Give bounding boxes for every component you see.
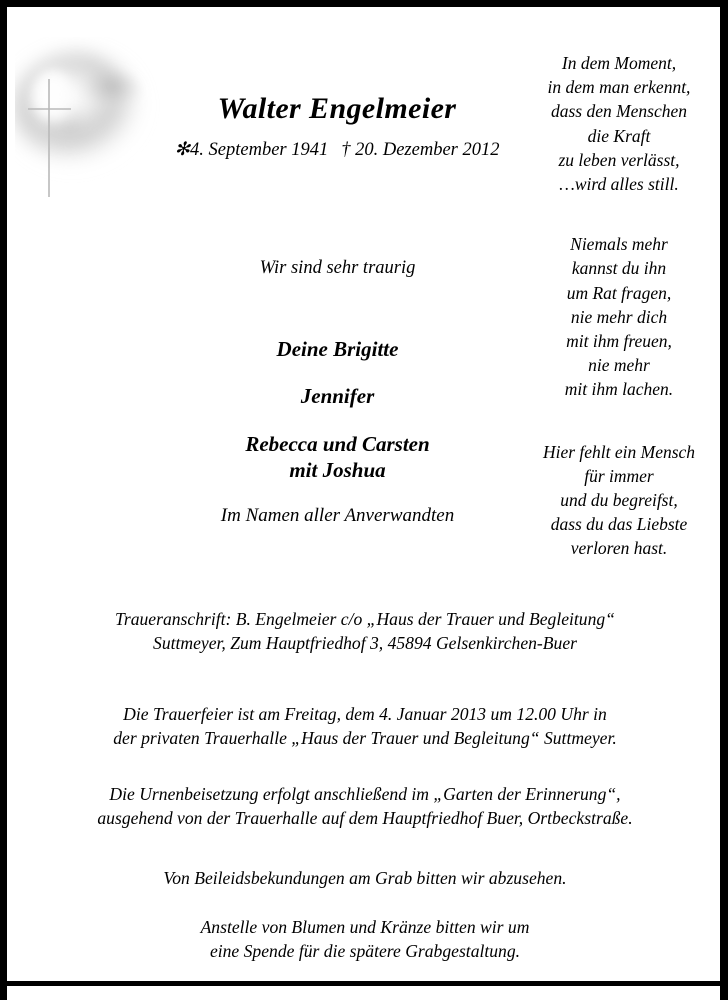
deceased-name: Walter Engelmeier	[217, 92, 457, 125]
survivor-names	[135, 336, 540, 483]
donation-request	[19, 915, 711, 963]
birth-date: 4. September 1941	[190, 140, 329, 160]
ceremony-line: der privaten Trauerhalle „Haus der Trauer und Begleitung“ Suttmeyer.	[113, 728, 617, 748]
urn-line: ausgehend von der Trauerhalle auf dem Hauptfriedhof Buer, Ortbeckstraße.	[97, 808, 633, 828]
verse-one	[519, 51, 719, 196]
death-date: 20. Dezember 2012	[355, 140, 500, 160]
donation-line: eine Spende für die spätere Grabgestaltung.	[209, 941, 521, 961]
ceremony-line: Die Trauerfeier ist am Freitag, dem 4. Januar 2013 um 12.00 Uhr in	[123, 704, 607, 724]
death-symbol-icon: †	[341, 140, 351, 160]
verse-line: mit ihm lachen.	[564, 379, 674, 400]
funeral-ceremony-details	[19, 702, 711, 750]
graveside-condolences-request	[19, 866, 711, 890]
verse-line: Hier fehlt ein Mensch	[542, 441, 696, 462]
verse-line: nie mehr dich	[570, 306, 668, 327]
bottom-frame-rule	[7, 981, 720, 986]
verse-line: dass den Menschen	[550, 101, 688, 122]
on-behalf-of-relatives: Im Namen aller Anverwandten	[220, 505, 455, 527]
urn-line: Die Urnenbeisetzung erfolgt anschließend im „Garten der Erinnerung“,	[109, 784, 621, 804]
notice-inner	[7, 7, 720, 1000]
verse-column	[519, 51, 719, 561]
grave-line: Von Beileidsbekundungen am Grab bitten wir abzusehen.	[163, 868, 567, 888]
address-line: Traueranschrift: B. Engelmeier c/o „Haus der Trauer und Begleitung“	[115, 609, 615, 629]
survivor-name: Rebecca und Carsten	[245, 431, 430, 456]
verse-line: zu leben verlässt,	[558, 149, 680, 170]
verse-line: die Kraft	[587, 125, 651, 146]
verse-line: und du begreifst,	[560, 490, 678, 511]
urn-burial-details	[19, 782, 711, 830]
survivor-name: mit Joshua	[289, 457, 386, 482]
address-line: Suttmeyer, Zum Hauptfriedhof 3, 45894 Gelsenkirchen-Buer	[153, 633, 577, 653]
verse-two	[519, 232, 719, 401]
verse-line: nie mehr	[588, 355, 650, 376]
verse-line: …wird alles still.	[559, 174, 679, 195]
verse-line: Niemals mehr	[570, 234, 668, 255]
mourning-address	[19, 607, 711, 655]
verse-line: verloren hast.	[570, 538, 668, 559]
deceased-name-block	[157, 92, 517, 161]
verse-line: dass du das Liebste	[550, 514, 688, 535]
survivor-name: Deine Brigitte	[276, 337, 399, 362]
mourning-intro: Wir sind sehr traurig	[259, 258, 416, 278]
verse-line: für immer	[584, 465, 654, 486]
verse-line: In dem Moment,	[561, 53, 677, 73]
family-block	[135, 257, 540, 528]
survivor-name: Jennifer	[300, 384, 375, 409]
verse-line: um Rat fragen,	[566, 282, 672, 303]
birth-symbol-icon: ✻	[174, 140, 191, 160]
donation-line: Anstelle von Blumen und Kränze bitten wir um	[200, 917, 530, 937]
verse-line: kannst du ihn	[571, 258, 667, 279]
verse-line: mit ihm freuen,	[566, 331, 672, 352]
verse-three	[519, 440, 719, 561]
life-dates	[157, 139, 517, 161]
verse-line: in dem man erkennt,	[547, 77, 691, 98]
cross-with-light-icon	[15, 37, 165, 209]
